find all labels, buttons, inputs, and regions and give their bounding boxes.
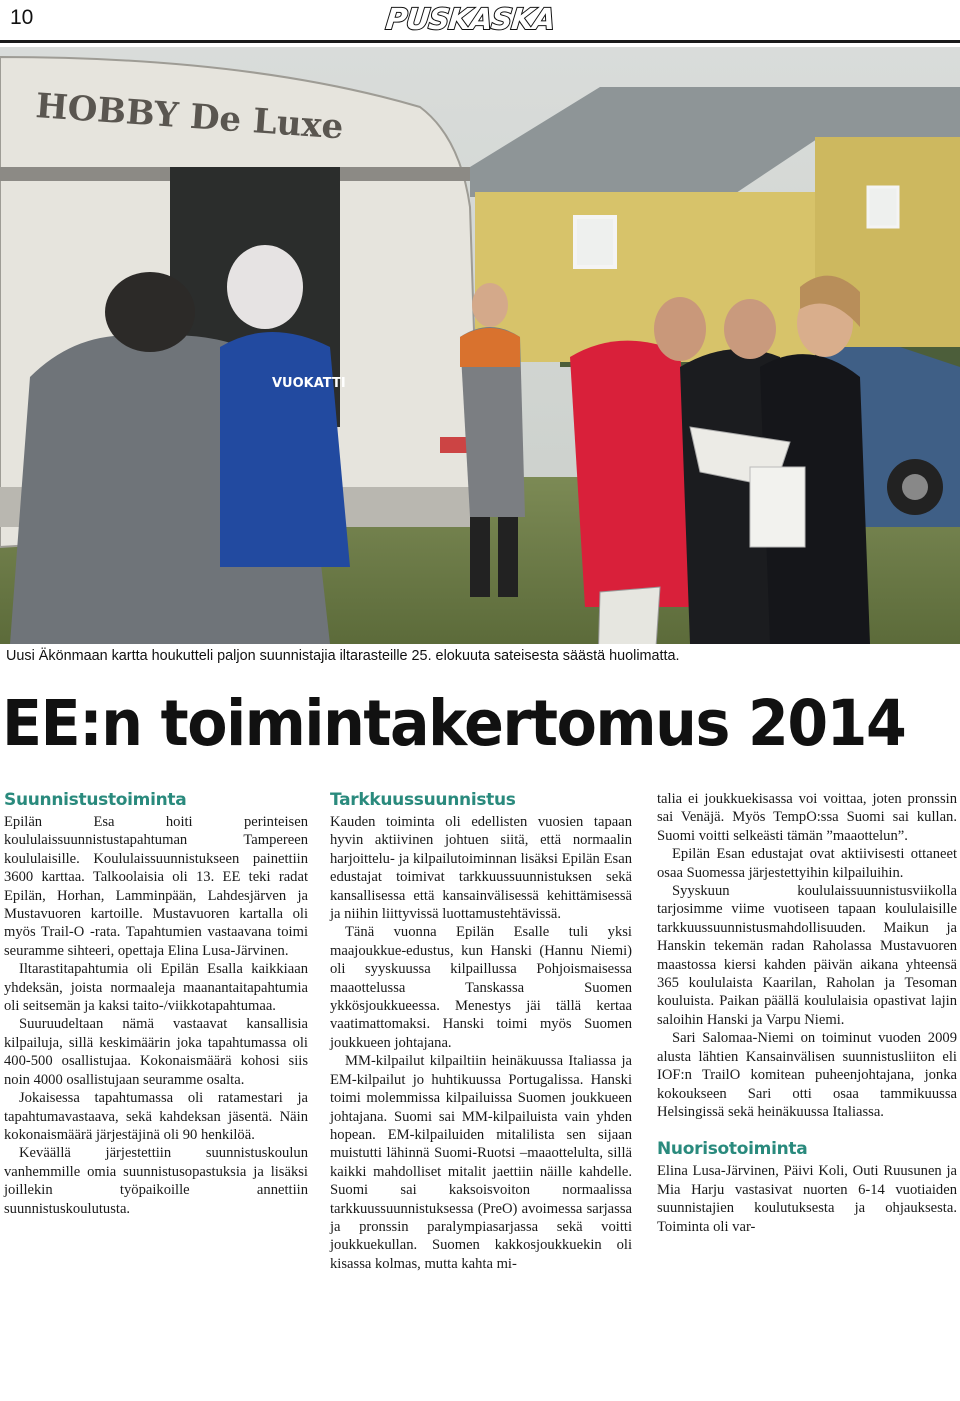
- article-photo: [0, 47, 960, 644]
- paragraph-continued: talia ei joukkuekisassa voi voittaa, joten pronssin sai Venäjä. Myös TempO:ssa Suomi sai kullan. Suomi voitti selkeästi tämän ”maaottelun”.: [657, 791, 957, 844]
- photo-caption: Uusi Äkönmaan kartta houkutteli paljon suunnistajia iltarasteille 25. elokuuta sateisesta säästä huolimatta.: [6, 648, 680, 664]
- house-window-2: [868, 187, 898, 227]
- article-column-2: [330, 788, 632, 1273]
- jacket-lettering: VUOKATTI: [272, 376, 346, 391]
- paragraph: Epilän Esan edustajat ovat aktiivisesti ottaneet osaa Suomessa järjestettyihin kilpailuihin.: [657, 846, 957, 881]
- paragraph: MM-kilpailut kilpailtiin heinäkuussa Italiassa ja EM-kilpailut jo huhtikuussa Portugalissa. Hanski toimi molemmissa kilpailuissa Suomen joukkueen johtajana. Suomi sai MM-kilpailuista vain yhden hopean. EM-kilpailuiden mitalilista sen sijaan muistutti lähinnä Suomi-Ruotsi –maaottelulta, sillä kaikki mahdolliset mitalit jaettiin näille kahdelle. Suomi sai kaksoisvoiton normaalissa tarkkuussuunnistuksessa (PreO) avoimessa sarjassa ja pronssin paralympiasarjassa sekä voitti joukkuekullan. Suomen kakkosjoukkuekin oli kisassa kolmas, mutta kahta mi-: [330, 1053, 632, 1272]
- article-column-1: [4, 788, 308, 1218]
- paragraph: Jokaisessa tapahtumassa oli ratamestari ja tapahtumavastaava, sekä kahdeksan jäsentä. Näin kokonaismäärä järjestäjinä oli 90 henkilöä.: [4, 1090, 308, 1143]
- paragraph: Suuruudeltaan nämä vastaavat kansallisia kilpailuja, sillä keskimäärin joka tapahtumassa oli 400-500 osallistujaa. Kokonaismäärä kohosi siis noin 4000 osallistujaan seuramme osalta.: [4, 1016, 308, 1088]
- page-number: 10: [10, 6, 34, 29]
- masthead-logo: PUSKASKA: [384, 2, 557, 36]
- article-column-3: [657, 790, 957, 1236]
- paragraph: Kauden toiminta oli edellisten vuosien tapaan hyvin aktiivinen johtuen siitä, että normaalin harjoittelu- ja kilpailutoiminnan lisäksi Epilän Esan edustajat toimivat tarkkuussuunnistuksen sekä kansallisessa että kansainvälisessä kehittämisessä ja niihin liittyvissä luottamustehtävissä.: [330, 814, 632, 923]
- paragraph: Tänä vuonna Epilän Esalle tuli yksi maajoukkue-edustus, kun Hanski (Hannu Niemi) oli syyskuussa kilpaillussa Pohjoismaisessa maaottelussa Tanskassa Suomen ykkösjoukkueessa. Menestys jäi tällä kertaa vaatimattomaksi. Hanski toimi myös Suomen joukkueen johtajana.: [330, 924, 632, 1051]
- paragraph: Keväällä järjestettiin suunnistuskoulun vanhemmille omia suunnistusopastuksia ja lisäksi joillekin työpaikoille annettiin suunnistuskoulutusta.: [4, 1145, 308, 1217]
- paragraph: Epilän Esa hoiti perinteisen koululaissuunnistustapahtuman Tampereen koululaisille. Koululaissuunnistukseen painettiin 3600 karttaa. Talkoolaisia oli 13. EE teki radat Epilän, Horhan, Lamminpään, Lahdesjärven ja Mustavuoren kartoille. Mustavuoren kartalla oli myös Trail-O -rata. Tapahtumien vastaavana toimi seuramme sihteeri, opettaja Elina Lusa-Järvinen.: [4, 814, 308, 959]
- person-blue-jacket: [220, 332, 350, 567]
- map-paper: [598, 587, 660, 644]
- header-rule: [0, 40, 960, 43]
- caravan-lettering: HOBBY De Luxe: [34, 86, 345, 148]
- section-heading-nuorisotoiminta: Nuorisotoiminta: [657, 1139, 808, 1160]
- section-heading-tarkkuussuunnistus: Tarkkuussuunnistus: [330, 790, 516, 810]
- paragraph: Sari Salomaa-Niemi on toiminut vuoden 2009 alusta lähtien Kansainvälisen suunnistusliiton eli IOF:n TrailO komitean puheenjohtajana, jonka kokoukseen Sari otti osaa tammikuussa Helsingissä sekä heinäkuussa Italiassa.: [657, 1030, 957, 1120]
- house-window: [575, 217, 615, 267]
- section-heading-suunnistustoiminta: Suunnistustoiminta: [4, 790, 187, 810]
- paragraph: Iltarastitapahtumia oli Epilän Esalla kaikkiaan yhdeksän, joista normaaleja maanantaitapahtumia oli seitsemän ja kaksi taito-/viikkotapahtumaa.: [4, 961, 308, 1015]
- sign-board: [750, 467, 805, 547]
- article-title: EE:n toimintakertomus 2014: [2, 687, 906, 760]
- paragraph: Syyskuun koululaissuunnistusviikolla tarjosimme viime vuotiseen tapaan koululaisille tarkkuussuunnistusmahdollisuuden. Maikun ja Hanskin tekemän radan Raholassa Mustavuoren maastossa kiersi kahden päivän aikana yhteensä 365 koululaista Kaarilan, Raholan ja Tesoman kouluista. Paikan päällä koululaisia opastivat lajin saloihin Hanski ja Varpu Niemi.: [657, 883, 957, 1028]
- paragraph: Elina Lusa-Järvinen, Päivi Koli, Outi Ruusunen ja Mia Harju vastasivat nuorten 6-14 vuotiaiden suunnistajien koulutuksesta ja ohjauksesta. Toiminta oli var-: [657, 1163, 957, 1235]
